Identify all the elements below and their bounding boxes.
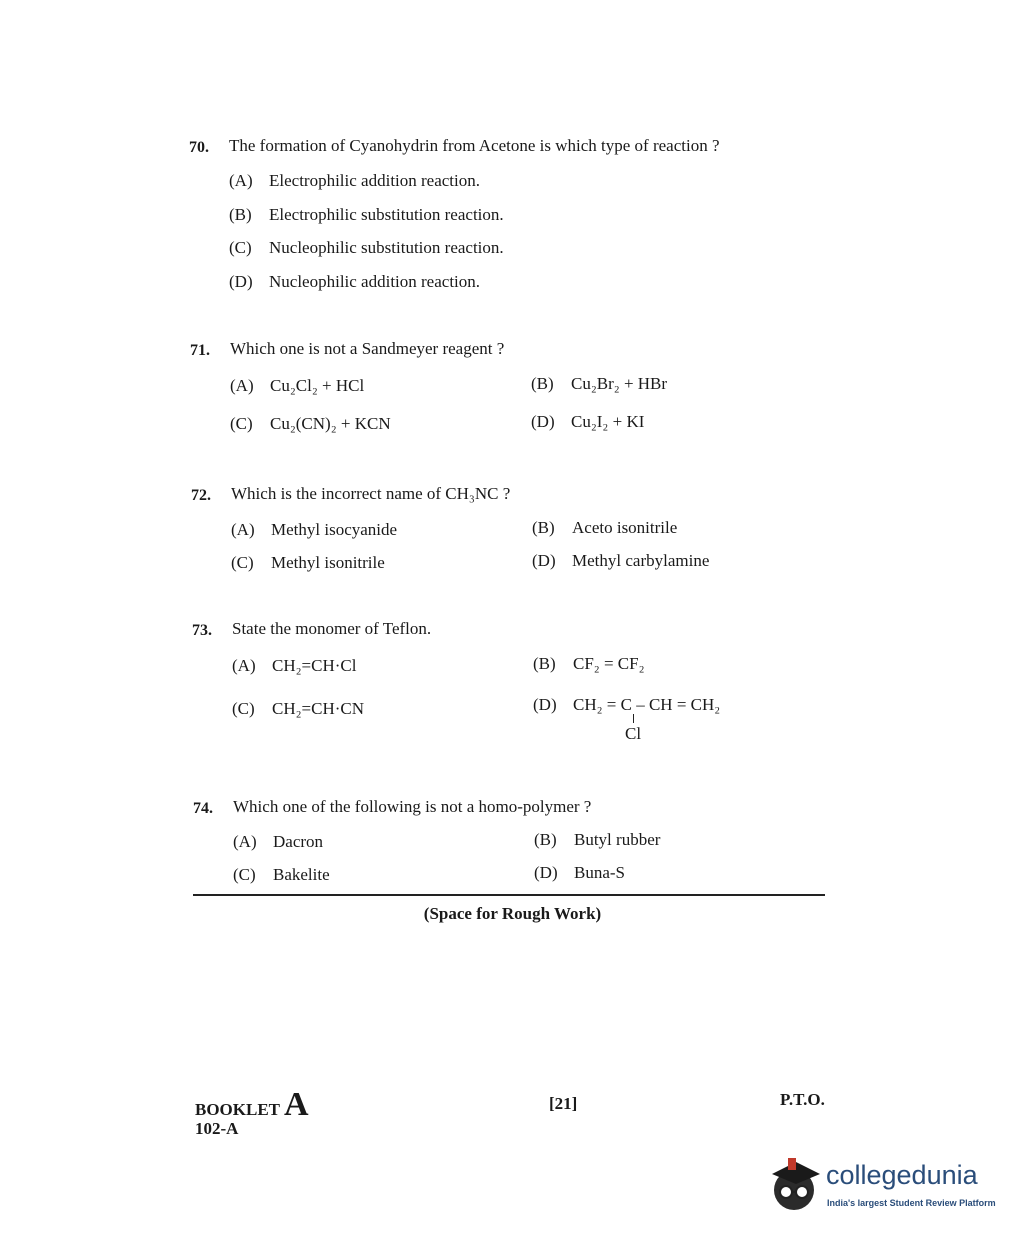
pto-label: P.T.O.	[780, 1090, 825, 1109]
option-text: CH₂ = C – CH = CH₂	[573, 695, 721, 714]
logo-brand: collegedunia	[826, 1160, 978, 1190]
option-label: (A)	[232, 656, 256, 675]
question-text: The formation of Cyanohydrin from Acetone is which type of reaction ?	[229, 136, 720, 155]
option-b	[532, 518, 677, 538]
option-text: Cu₂Br₂ + HBr	[571, 374, 668, 393]
option-text: Cu₂(CN)₂ + KCN	[270, 414, 391, 433]
question-text: Which one of the following is not a homo-polymer ?	[233, 797, 592, 816]
option-text: Methyl isocyanide	[271, 520, 398, 539]
option-label: (D)	[532, 551, 556, 570]
option-c	[231, 553, 385, 573]
option-text: CH₂=CH·CN	[272, 699, 365, 718]
booklet-letter: A	[283, 1086, 309, 1123]
option-label: (C)	[230, 414, 253, 433]
question-number: 70.	[189, 139, 209, 156]
option-d	[533, 695, 720, 715]
option-a	[229, 171, 480, 191]
option-d	[531, 412, 644, 432]
page-number: [21]	[549, 1094, 578, 1113]
question-text: Which one is not a Sandmeyer reagent ?	[230, 339, 505, 358]
option-a	[230, 376, 364, 396]
option-b	[531, 374, 667, 394]
option-text: Electrophilic addition reaction.	[269, 171, 481, 190]
option-label: (D)	[534, 863, 558, 882]
option-c	[230, 414, 391, 434]
question-text: State the monomer of Teflon.	[232, 619, 432, 638]
option-c	[229, 238, 504, 258]
option-label: (B)	[531, 374, 554, 393]
logo-tagline: India's largest Student Review Platform	[827, 1198, 996, 1208]
option-label: (D)	[229, 272, 253, 291]
option-text: Methyl carbylamine	[572, 551, 710, 570]
question-text: Which is the incorrect name of CH₃NC ?	[231, 484, 511, 503]
option-text: Nucleophilic substitution reaction.	[269, 238, 504, 257]
option-label: (D)	[531, 412, 555, 431]
question-number: 74.	[193, 800, 213, 817]
option-text: CF₂ = CF₂	[573, 654, 645, 673]
option-text: Methyl isonitrile	[271, 553, 385, 572]
option-b	[229, 205, 504, 225]
option-label: (B)	[229, 205, 252, 224]
option-d	[532, 551, 709, 571]
option-b	[534, 830, 660, 850]
option-label: (A)	[233, 832, 257, 851]
chlorine-substituent: Cl	[625, 724, 642, 743]
option-label: (C)	[231, 553, 254, 572]
option-text: Aceto isonitrile	[572, 518, 678, 537]
booklet-code: 102-A	[195, 1119, 239, 1138]
option-text: Cu₂Cl₂ + HCl	[270, 376, 365, 395]
option-d	[229, 272, 480, 292]
question-number: 72.	[191, 487, 211, 504]
option-label: (C)	[232, 699, 255, 718]
option-a	[231, 520, 397, 540]
option-text: Bakelite	[273, 865, 330, 884]
option-text: Cu₂I₂ + KI	[571, 412, 645, 431]
option-c	[232, 699, 364, 719]
rough-work-heading: (Space for Rough Work)	[423, 904, 602, 923]
option-text: CH₂=CH·Cl	[272, 656, 357, 675]
option-label: (C)	[233, 865, 256, 884]
option-label: (A)	[230, 376, 254, 395]
option-text: Electrophilic substitution reaction.	[269, 205, 504, 224]
option-d	[534, 863, 625, 883]
option-label: (C)	[229, 238, 252, 257]
option-text: Butyl rubber	[574, 830, 661, 849]
option-label: (B)	[532, 518, 555, 537]
option-text: Buna-S	[574, 863, 625, 882]
question-number: 71.	[190, 342, 210, 359]
option-label: (A)	[229, 171, 253, 190]
option-label: (A)	[231, 520, 255, 539]
option-a	[233, 832, 323, 852]
option-b	[533, 654, 645, 674]
option-label: (B)	[534, 830, 557, 849]
option-a	[232, 656, 356, 676]
option-text: Nucleophilic addition reaction.	[269, 272, 481, 291]
single-bond-line	[633, 714, 634, 723]
option-label: (D)	[533, 695, 557, 714]
divider-rule	[193, 894, 825, 896]
option-c	[233, 865, 330, 885]
option-label: (B)	[533, 654, 556, 673]
option-text: Dacron	[273, 832, 324, 851]
question-number: 73.	[192, 622, 212, 639]
booklet-word: BOOKLET	[195, 1100, 280, 1119]
